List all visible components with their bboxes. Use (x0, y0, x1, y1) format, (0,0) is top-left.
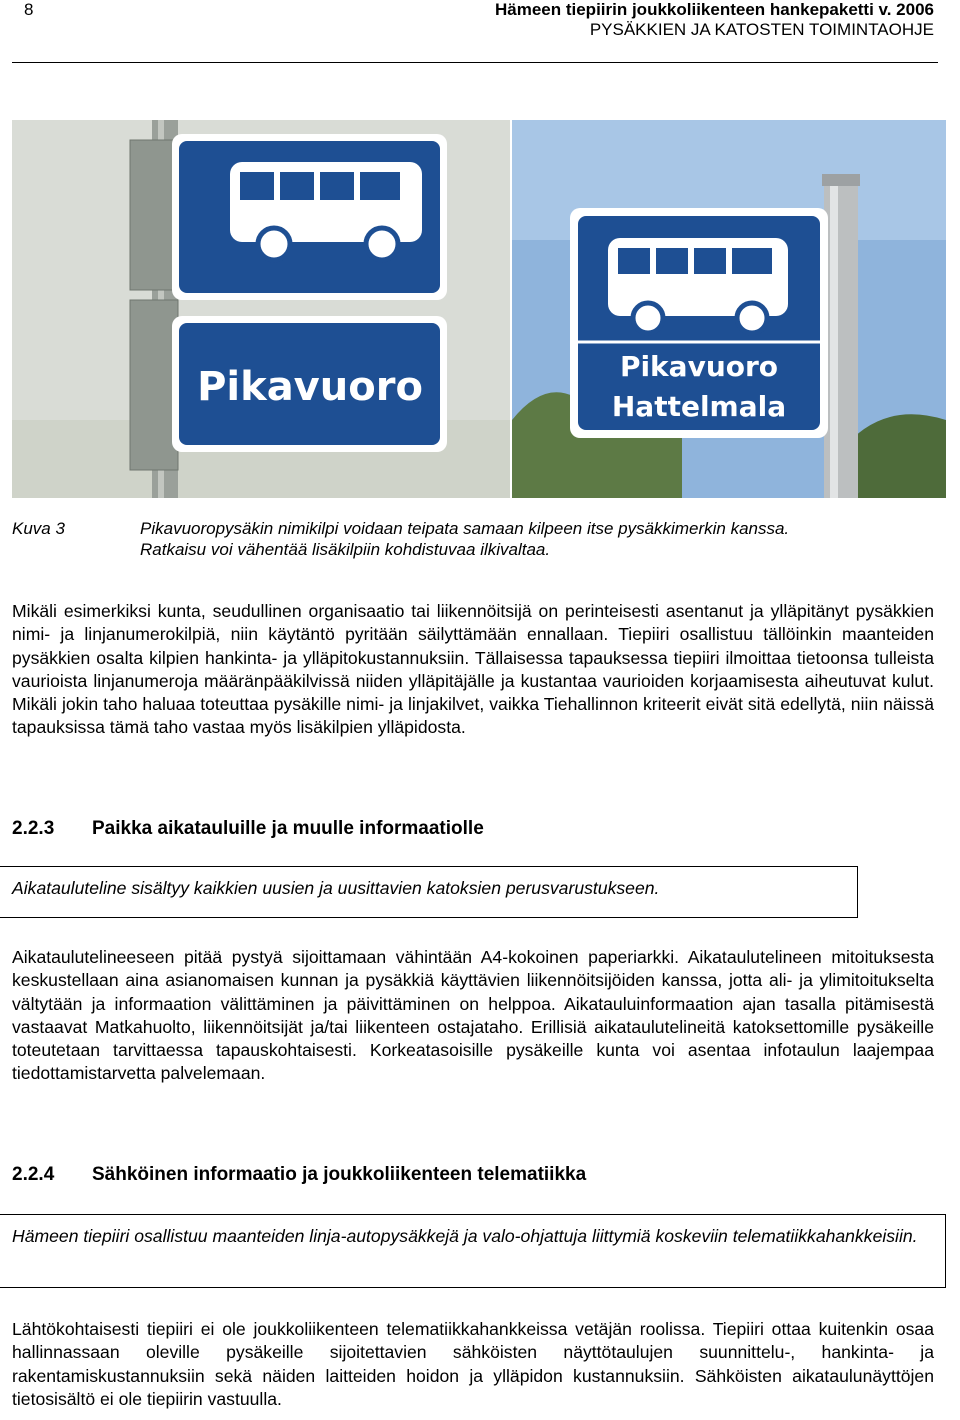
highlight-box-1 (0, 866, 858, 918)
caption-label: Kuva 3 (12, 519, 65, 538)
highlight-text: Hämeen tiepiiri osallistuu maanteiden linja-autopysäkkejä ja valo-ohjattuja liittymiä koskeviin telematiikkahankkeisiin. (12, 1226, 918, 1246)
right-sign-line2: Hattelmala (611, 390, 787, 423)
right-sign-line1: Pikavuoro (619, 350, 779, 383)
header-rule (12, 62, 938, 63)
left-sign-text: Pikavuoro (197, 364, 423, 410)
header-subtitle: PYSÄKKIEN JA KATOSTEN TOIMINTAOHJE (589, 20, 934, 39)
header-title: Hämeen tiepiirin joukkoliikenteen hankepaketti v. 2006 (494, 0, 934, 19)
section-heading-2-2-3 (12, 818, 484, 840)
section-title: Sähköinen informaatio ja joukkoliikenteen telematiikka (92, 1164, 587, 1185)
paragraph-3: Lähtökohtaisesti tiepiiri ei ole joukkoliikenteen telematiikkahankkeissa vetäjän roolissa. Tiepiiri ottaa kuitenkin osaa hallinnassaan oleville pysäkeille sijoitettavien sähköisten näyttötaulujen suunnittelu-, hankinta- ja rakentamiskustannuksiin sekä näiden laitteiden hoidon ja ylläpidon kustannuksiin. Sähköisten aikataulunäyttöjen tietosisältö ei ole tiepiirin vastuulla. (12, 1319, 934, 1409)
photo-left-bus-stop-sign (12, 120, 510, 498)
photo-right-bus-stop-sign (512, 120, 946, 498)
paragraph-2: Aikataulutelineeseen pitää pystyä sijoittamaan vähintään A4-kokoinen paperiarkki. Aikataulutelineen mitoituksesta keskustellaan aina asianomaisen kunnan ja pysäkkiä käyttävien liikennöitsijöiden kanssa, jotta ali- ja ylimitoitukselta vältytään ja informaation välittäminen ja päivittäminen on helppoa. Aikatauluinformaation ajan tasalla pitämisestä vastaavat Matkahuolto, liikennöitsijät ja/tai liikenteen ostajataho. Erillisiä aikataulutelineitä katoksettomille pysäkeille toteutetaan tarvittaessa tapauskohtaisesti. Korkeatasoisille pysäkeille kunta voi asentaa infotaulun laajempaa tiedottamistarvetta palvelemaan. (12, 947, 934, 1084)
caption-line-1: Pikavuoropysäkin nimikilpi voidaan teipata samaan kilpeen itse pysäkkimerkin kanssa. (140, 519, 790, 538)
section-number: 2.2.4 (12, 1164, 55, 1185)
section-number: 2.2.3 (12, 818, 55, 839)
caption-line-2: Ratkaisu voi vähentää lisäkilpiin kohdistuvaa ilkivaltaa. (140, 540, 551, 559)
caption-text (140, 518, 940, 560)
section-title: Paikka aikatauluille ja muulle informaatiolle (92, 818, 484, 839)
page-number: 8 (24, 0, 34, 19)
section-heading-2-2-4 (12, 1164, 586, 1186)
running-header (495, 0, 934, 40)
highlight-text: Aikatauluteline sisältyy kaikkien uusien ja uusittavien katoksien perusvarustukseen. (12, 878, 660, 898)
highlight-box-2 (0, 1214, 946, 1288)
paragraph-1: Mikäli esimerkiksi kunta, seudullinen organisaatio tai liikennöitsijä on perinteisesti asentanut ja ylläpitänyt pysäkkien nimi- ja linjanumerokilpiä, niin käytäntö pyritään säilyttämään ennallaan. Tiepiiri osallistuu tällöinkin maanteiden pysäkkien osalta kilpien hankinta- ja ylläpitokustannuksiin. Tällaisessa tapauksessa tiepiiri ilmoittaa tietoonsa tulleista vaurioista linjanumeroja määränpääkilvissä niiden ylläpitäjälle ja kustantaa vaurioiden korjaamisesta aiheutuvat kulut. Mikäli jokin taho haluaa toteuttaa pysäkille nimi- ja linjakilvet, vaikka Tiehallinnon kriteerit eivät sitä edellytä, niin näissä tapauksissa tämä taho vastaa myös lisäkilpien ylläpidosta. (12, 601, 934, 738)
